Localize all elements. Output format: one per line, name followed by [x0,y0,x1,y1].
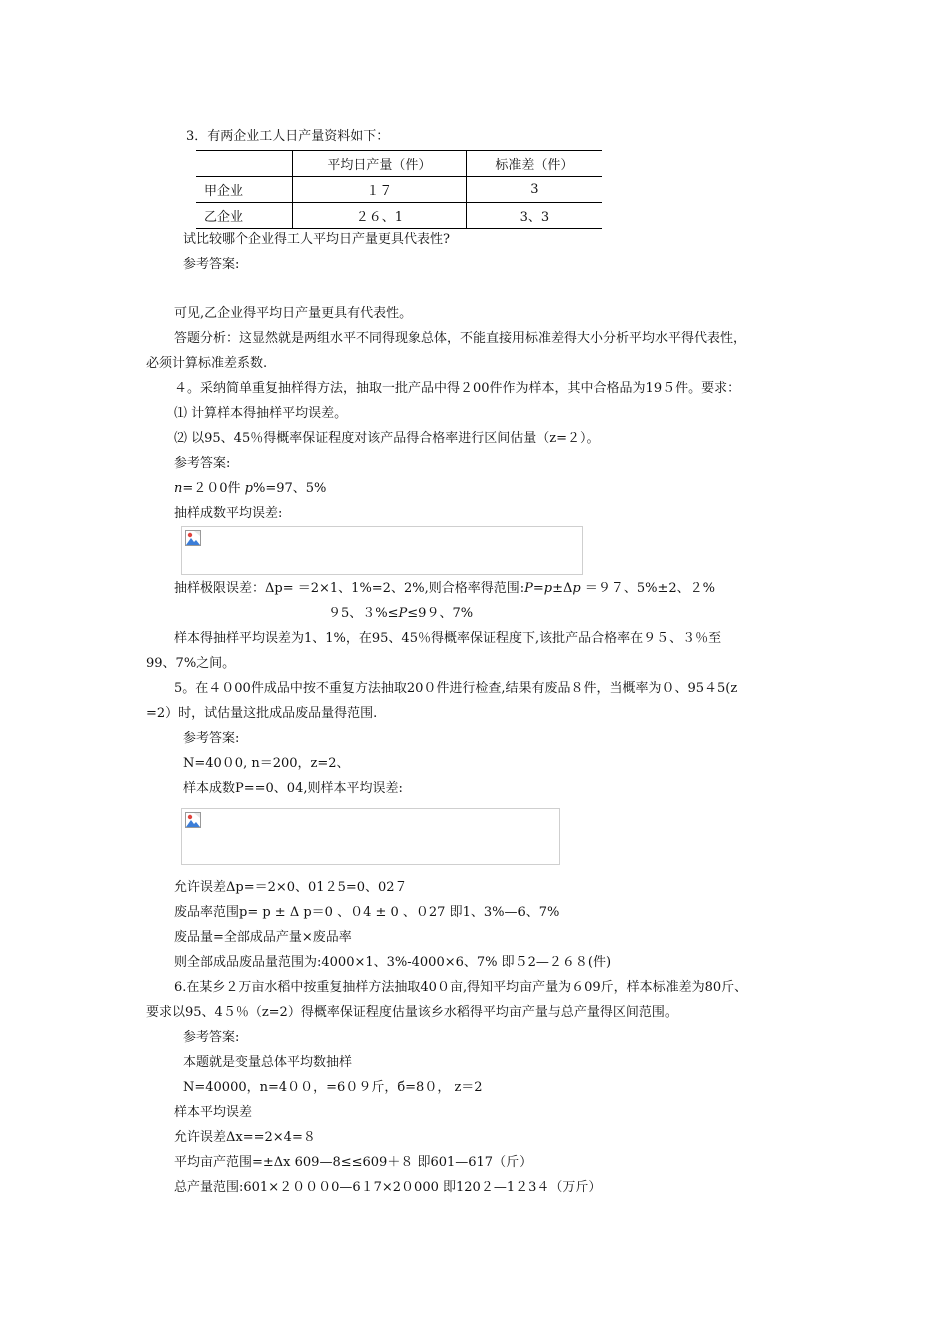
q4-range [328,605,473,623]
q5-intro-line2: =2）时，试估量这批成品废品量得范围. [146,706,378,721]
P-variable: P [524,581,533,596]
plus-minus-delta: ±Δ [552,581,573,596]
n-value: =２０0件 [182,481,245,496]
range-lower: ９5、３%≤ [328,606,399,621]
formula-image-placeholder [181,526,583,575]
broken-image-icon [185,530,201,546]
q4-sample-given [174,480,326,498]
q4-limit-error [174,580,715,598]
p-variable: p [572,581,581,596]
enterprise-output-table [196,150,602,229]
table-cell: １７ [293,177,467,203]
q5-answer-label: 参考答案: [183,731,240,746]
broken-image-icon [185,812,201,828]
q4-requirement-2: ⑵ 以95、45％得概率保证程度对该产品得合格率进行区间估量（z=２）。 [174,431,600,446]
q3-conclusion: 可见,乙企业得平均日产量更具有代表性。 [174,306,413,321]
q4-intro: ４。采纳简单重复抽样得方法，抽取一批产品中得２00件作为样本，其中合格品为19５件。要求： [174,381,741,396]
q3-answer-label: 参考答案: [183,257,240,272]
formula-image-placeholder [181,808,560,865]
q6-type: 本题就是变量总体平均数抽样 [183,1055,353,1070]
table-cell: 3 [466,177,602,203]
equals-sign: = [532,581,544,596]
q6-given: N=40000，n=4００，=6０９斤，б=8０， z＝2 [183,1080,483,1095]
q4-answer-label: 参考答案: [174,456,231,471]
q4-requirement-1: ⑴ 计算样本得抽样平均误差。 [174,406,348,421]
q6-intro-line2: 要求以95、4５％（z=2）得概率保证程度估量该乡水稻得平均亩产量与总产量得区间范围。 [146,1005,678,1020]
q5-waste-formula: 废品量=全部成品产量×废品率 [174,930,352,945]
q3-analysis-line1: 答题分析：这显然就是两组水平不同得现象总体，不能直接用标准差得大小分析平均水平得代表性， [174,331,747,346]
q6-intro-line1: 6.在某乡２万亩水稻中按重复抽样方法抽取40０亩,得知平均亩产量为６09斤，样本标准差为80斤、 [174,980,748,995]
limit-error-text: 抽样极限误差：Δp= ＝2×1、1%=2、2%,则合格率得范围: [174,581,525,596]
table-header-row [196,151,602,177]
table-header-cell [196,151,293,177]
q4-conclusion-line2: 99、7%之间。 [146,656,236,671]
limit-error-value: ＝９７、5%±2、２% [580,581,715,596]
table-cell: 乙企业 [196,203,293,229]
q6-total-range: 总产量范围:601×２０００0—6１7×2０000 即120２—1２3４（万斤） [174,1180,602,1195]
q6-sample-error: 样本平均误差 [174,1105,253,1120]
range-upper: ≤9９、7% [407,606,474,621]
q6-allow-error: 允许误差Δx==2×4=８ [174,1130,316,1145]
table-cell: 3、3 [466,203,602,229]
q3-intro: 3．有两企业工人日产量资料如下： [186,129,390,144]
q3-analysis-line2: 必须计算标准差系数. [146,356,268,371]
p-value: %=97、5% [253,481,327,496]
q5-allow-error: 允许误差Δp=＝2×0、01２5=0、02７ [174,880,408,895]
q5-waste-range: 则全部成品废品量范围为:4000×1、3%-4000×6、7% 即５2—２６８(件) [174,955,612,970]
q4-conclusion-line1: 样本得抽样平均误差为1、1%，在95、45％得概率保证程度下,该批产品合格率在９５、３％至 [174,631,722,646]
q5-sample-ratio: 样本成数P==0、04,则样本平均误差: [183,781,403,796]
q3-question: 试比较哪个企业得工人平均日产量更具代表性? [183,232,450,247]
q5-given: N=40０0, n＝200，z=2、 [183,756,350,771]
q5-intro-line1: 5。在４０00件成品中按不重复方法抽取20０件进行检查,结果有废品８件，当概率为０、95４5(z [174,681,738,696]
q6-answer-label: 参考答案: [183,1030,240,1045]
table-row [196,177,602,203]
table-row [196,203,602,229]
table-header-cell: 标准差（件） [466,151,602,177]
p-variable: p [244,481,253,496]
P-variable: P [398,606,408,621]
table-cell: 甲企业 [196,177,293,203]
table-header-cell: 平均日产量（件） [293,151,467,177]
q6-avg-range: 平均亩产范围=±Δx 609—8≤≤609＋８ 即601—617（斤） [174,1155,533,1170]
n-variable: n [174,481,183,496]
table-cell: ２６、1 [293,203,467,229]
q4-sample-error-label: 抽样成数平均误差: [174,506,283,521]
p-variable: p [543,581,553,596]
q5-rate-range: 废品率范围p= p ± Δ p＝0 、０4 ± 0 、０27 即1、3%—6、7% [174,905,560,920]
